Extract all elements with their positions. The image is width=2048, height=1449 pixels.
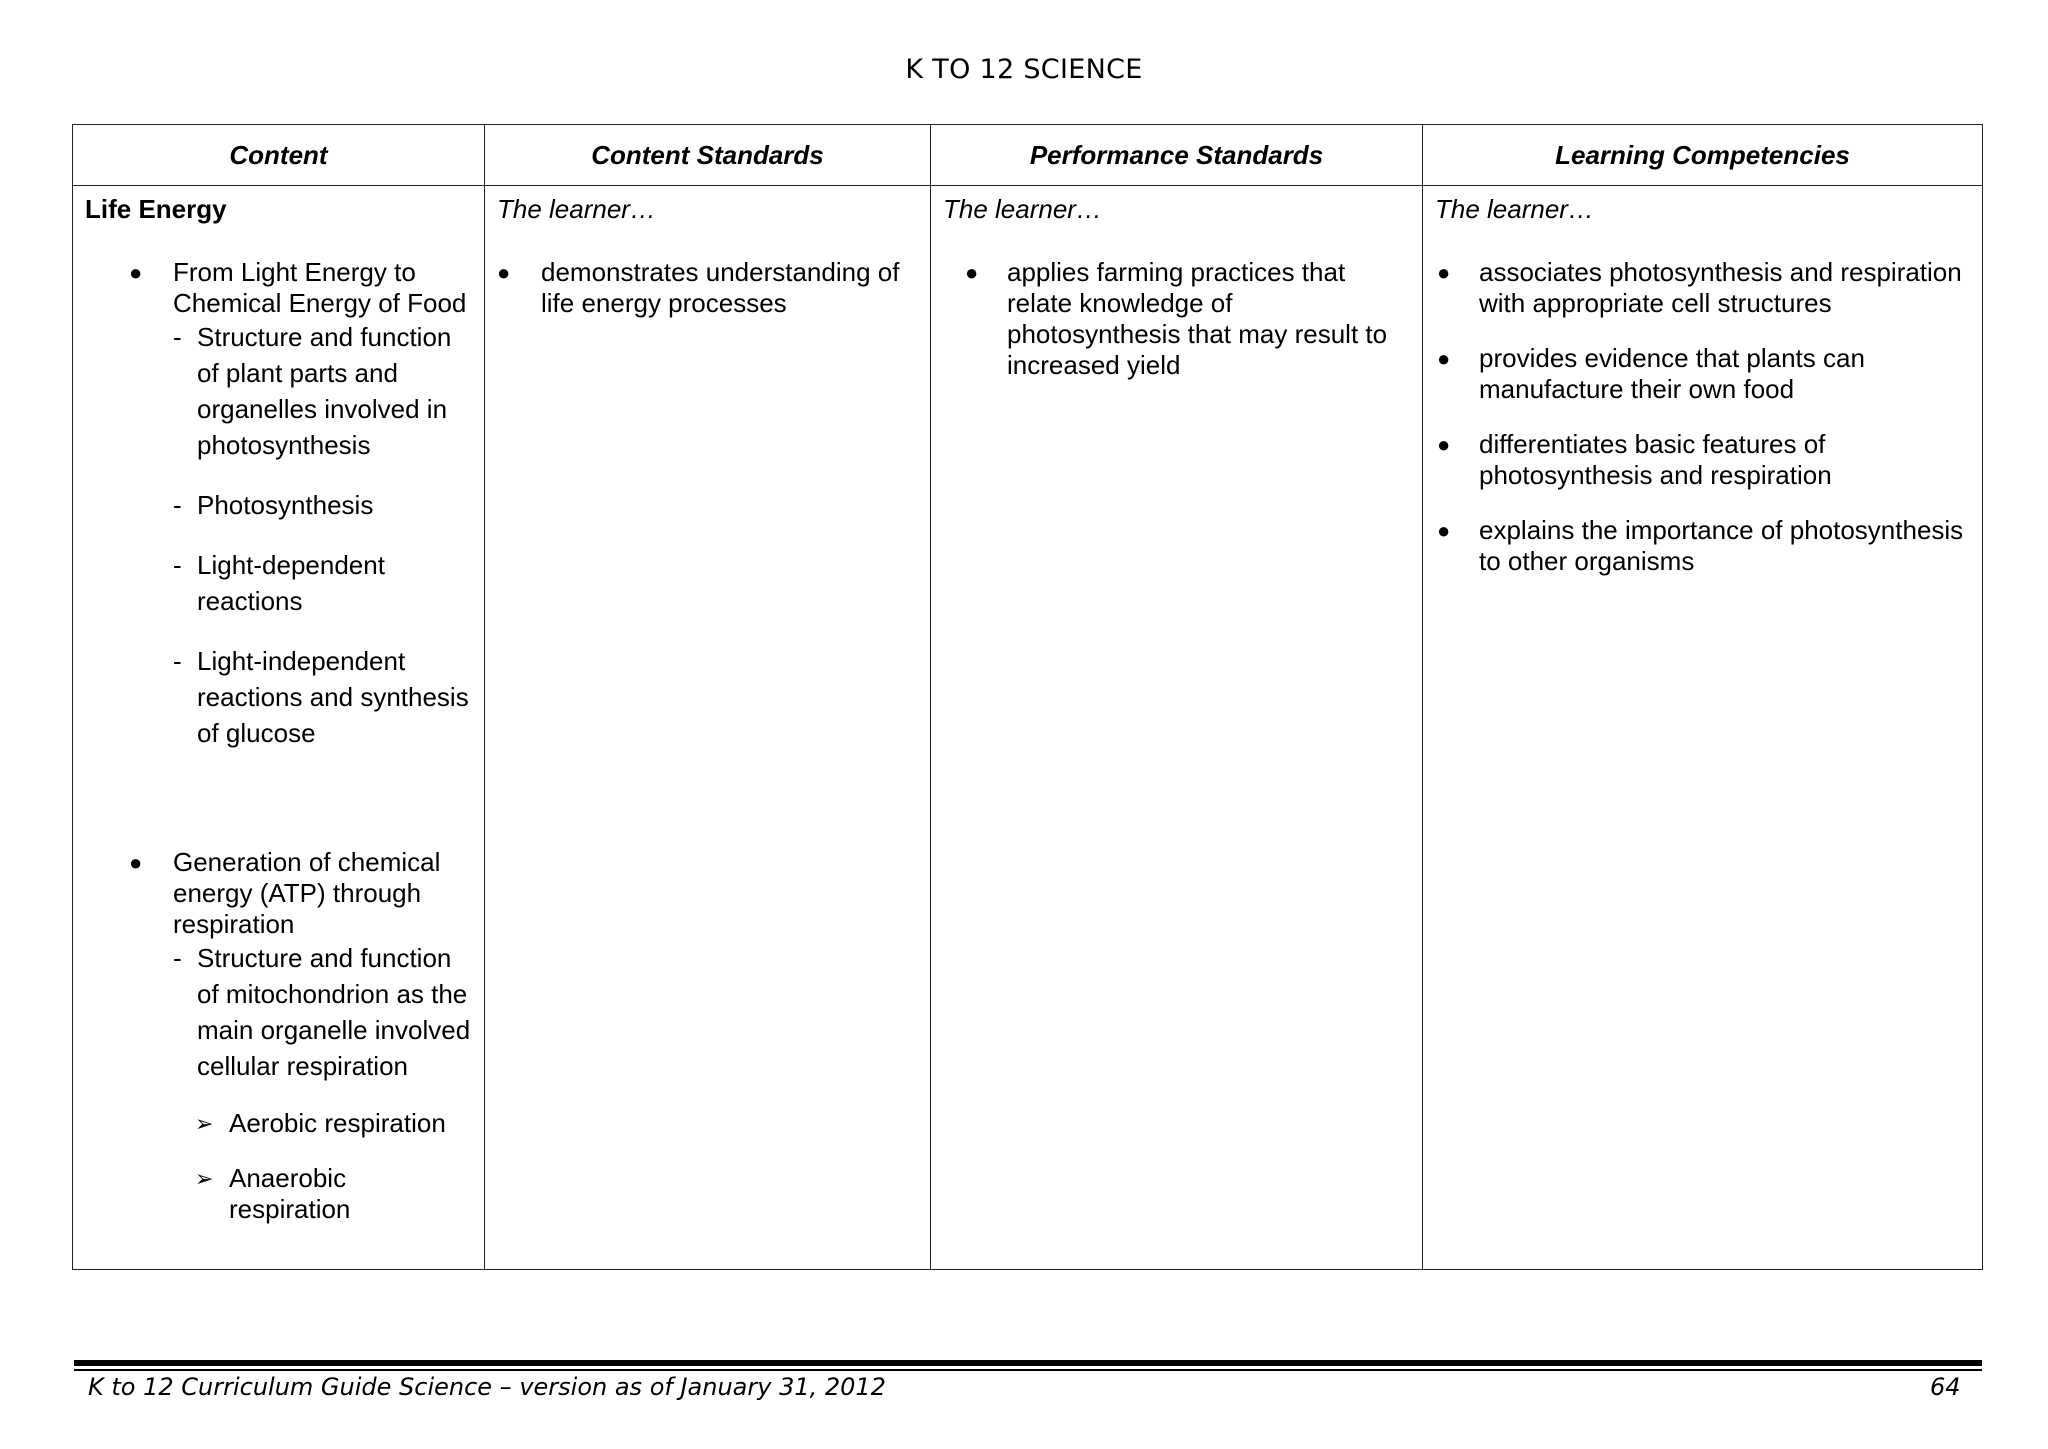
column-header-learning-competencies: Learning Competencies bbox=[1423, 125, 1983, 186]
performance-standard-item bbox=[943, 257, 1410, 381]
content-subtopic-text: Light-independent reactions and synthesis of glucose bbox=[197, 646, 469, 748]
content-cell bbox=[73, 186, 485, 1270]
learning-competency-text: differentiates basic features of photosynthesis and respiration bbox=[1479, 429, 1832, 490]
footer-divider-thin bbox=[74, 1369, 1982, 1371]
content-subtopic bbox=[173, 319, 472, 463]
content-subtopic-text: Structure and function of mitochondrion as the main organelle involved cellular respiration bbox=[197, 943, 471, 1081]
dash-icon: - bbox=[173, 943, 182, 973]
dash-icon: - bbox=[173, 550, 182, 580]
content-arrow-text: Anaerobic respiration bbox=[229, 1163, 351, 1224]
dash-icon: - bbox=[173, 490, 182, 520]
bullet-icon: ● bbox=[965, 260, 979, 285]
learning-competency-text: associates photosynthesis and respiration with appropriate cell structures bbox=[1479, 257, 1962, 318]
content-topic-title: Generation of chemical energy (ATP) through respiration bbox=[173, 847, 441, 939]
learning-competency-item bbox=[1435, 429, 1970, 491]
bullet-icon: ● bbox=[1437, 260, 1451, 285]
content-subtopic-text: Light-dependent reactions bbox=[197, 550, 385, 616]
column-header-content-standards: Content Standards bbox=[485, 125, 931, 186]
bullet-icon: ● bbox=[1437, 518, 1451, 543]
content-arrow-text: Aerobic respiration bbox=[229, 1108, 446, 1138]
table-row bbox=[73, 186, 1983, 1270]
bullet-icon: ● bbox=[129, 850, 143, 875]
content-arrow-item bbox=[173, 1163, 472, 1225]
footer-divider-thick bbox=[74, 1360, 1982, 1366]
content-standard-item bbox=[497, 257, 918, 319]
curriculum-table bbox=[72, 124, 1983, 1270]
content-topic-title: From Light Energy to Chemical Energy of Food bbox=[173, 257, 467, 318]
content-heading: Life Energy bbox=[85, 194, 227, 224]
column-header-content: Content bbox=[73, 125, 485, 186]
content-subtopic-text: Structure and function of plant parts and organelles involved in photosynthesis bbox=[197, 322, 452, 460]
learning-competencies-cell bbox=[1423, 186, 1983, 1270]
bullet-icon: ● bbox=[1437, 432, 1451, 457]
performance-standards-cell bbox=[931, 186, 1423, 1270]
content-arrow-item bbox=[173, 1108, 472, 1139]
content-subtopic-text: Photosynthesis bbox=[197, 490, 374, 520]
arrowhead-icon: ➢ bbox=[195, 1111, 214, 1136]
column-header-performance-standards: Performance Standards bbox=[931, 125, 1423, 186]
bullet-icon: ● bbox=[129, 260, 143, 285]
content-subtopic bbox=[173, 940, 472, 1084]
learning-competency-item bbox=[1435, 343, 1970, 405]
learning-competency-text: provides evidence that plants can manufacture their own food bbox=[1479, 343, 1865, 404]
learning-competency-item bbox=[1435, 515, 1970, 577]
dash-icon: - bbox=[173, 646, 182, 676]
content-subtopic bbox=[173, 643, 472, 751]
dash-icon: - bbox=[173, 322, 182, 352]
learning-competency-text: explains the importance of photosynthesis to other organisms bbox=[1479, 515, 1964, 576]
content-standards-cell bbox=[485, 186, 931, 1270]
performance-standard-text: applies farming practices that relate knowledge of photosynthesis that may result to increased yield bbox=[1007, 257, 1388, 380]
table-header-row bbox=[73, 125, 1983, 186]
learning-competencies-intro: The learner… bbox=[1435, 194, 1594, 224]
content-subtopic bbox=[173, 487, 472, 523]
footer-page-number: 64 bbox=[1930, 1373, 1961, 1401]
bullet-icon: ● bbox=[497, 260, 511, 285]
performance-standards-intro: The learner… bbox=[943, 194, 1102, 224]
content-topic bbox=[129, 257, 472, 319]
content-standards-intro: The learner… bbox=[497, 194, 656, 224]
content-standard-text: demonstrates understanding of life energy processes bbox=[541, 257, 900, 318]
bullet-icon: ● bbox=[1437, 346, 1451, 371]
arrowhead-icon: ➢ bbox=[195, 1166, 214, 1191]
content-topic bbox=[129, 847, 472, 940]
content-subtopic bbox=[173, 547, 472, 619]
footer-document-version: K to 12 Curriculum Guide Science – version as of January 31, 2012 bbox=[88, 1373, 886, 1401]
page-header-title: K TO 12 SCIENCE bbox=[905, 54, 1143, 85]
learning-competency-item bbox=[1435, 257, 1970, 319]
